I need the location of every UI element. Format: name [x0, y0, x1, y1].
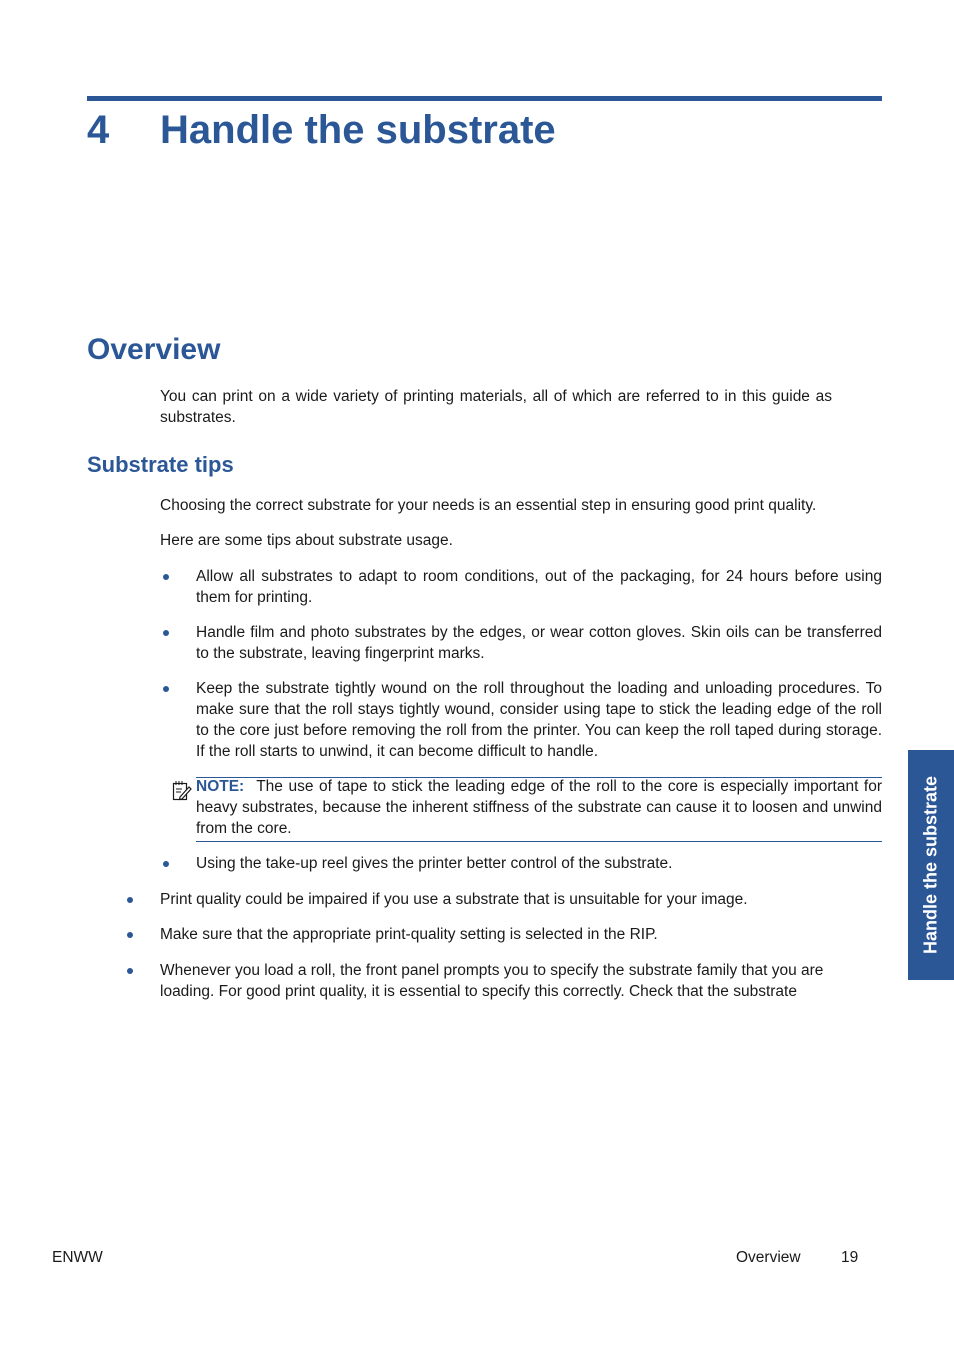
footer-doc-code: ENWW — [52, 1249, 103, 1266]
chapter-number: 4 — [87, 108, 110, 152]
tips-paragraph-2: Here are some tips about substrate usage. — [160, 532, 453, 549]
side-tab — [908, 750, 954, 980]
side-tab-label: Handle the substrate — [920, 775, 941, 955]
sub-bullet-text: Handle film and photo substrates by the edges, or wear cotton gloves. Skin oils can be transferred to the substrate, leaving fingerprint marks. — [196, 624, 882, 662]
bullet-dot — [163, 630, 169, 636]
chapter-title — [87, 104, 556, 156]
sub-bullet-text: Keep the substrate tightly wound on the roll throughout the loading and unloading procedures. To make sure that the roll stays tightly wound, consider using tape to stick the leading edge of the roll to the core just before removing the roll from the printer. You can keep the roll taped during storage. If the roll starts to unwind, it can become difficult to handle. — [196, 680, 882, 760]
note-label: NOTE: — [196, 778, 245, 795]
sub-bullet-text: Using the take-up reel gives the printer better control of the substrate. — [196, 855, 673, 872]
footer-page-number: 19 — [841, 1249, 859, 1266]
main-bullet-text: Whenever you load a roll, the front panel prompts you to specify the substrate family that you are loading. For good print quality, it is essential to specify this correctly. Check that the substrate — [160, 962, 824, 1000]
bullet-dot — [163, 574, 169, 580]
chapter-rule — [87, 96, 882, 101]
bullet-dot — [127, 932, 133, 938]
note-body: The use of tape to stick the leading edge of the roll to the core is especially important for heavy substrates, because the inherent stiffness of the substrate can cause it to loosen and unwind from the core. — [196, 778, 882, 837]
tips-paragraph-1: Choosing the correct substrate for your needs is an essential step in ensuring good print quality. — [160, 497, 817, 514]
overview-intro: You can print on a wide variety of printing materials, all of which are referred to in this guide as substrates. — [160, 388, 832, 426]
bullet-dot — [127, 897, 133, 903]
footer-section: Overview — [736, 1249, 801, 1266]
bullet-dot — [163, 861, 169, 867]
note-pencil-icon — [172, 780, 192, 802]
note-text — [196, 776, 882, 839]
main-bullet-text: Make sure that the appropriate print-quality setting is selected in the RIP. — [160, 926, 658, 943]
substrate-tips-heading: Substrate tips — [87, 452, 234, 477]
bullet-dot — [163, 686, 169, 692]
chapter-title-text: Handle the substrate — [160, 108, 556, 152]
bullet-dot — [127, 968, 133, 974]
sub-bullet-text: Allow all substrates to adapt to room conditions, out of the packaging, for 24 hours before using them for printing. — [196, 568, 882, 606]
main-bullet-text: Print quality could be impaired if you use a substrate that is unsuitable for your image. — [160, 891, 748, 908]
overview-heading: Overview — [87, 333, 221, 366]
